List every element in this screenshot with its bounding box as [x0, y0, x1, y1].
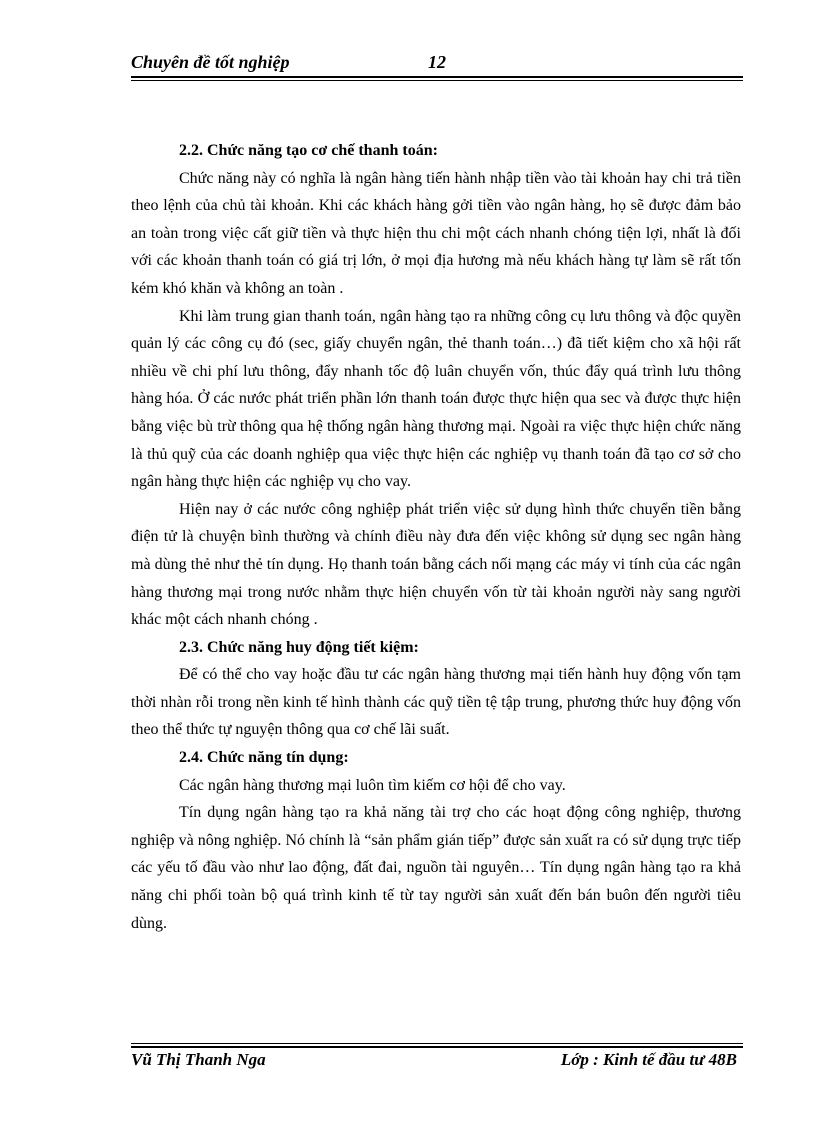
page-number: 12: [428, 52, 446, 72]
paragraph: Chức năng này có nghĩa là ngân hàng tiến hành nhập tiền vào tài khoản hay chi trả tiền theo lệnh của chủ tài khoản. Khi các khách hàng gởi tiền vào ngân hàng, họ sẽ được đảm bảo an toàn trong việc cất giữ tiền và thực hiện thu chi một cách nhanh chóng tiện lợi, nhất là đối với các khoản thanh toán có giá trị lớn, ở mọi địa hương mà nếu khách hàng tự làm sẽ rất tốn kém khó khăn và không an toàn .: [131, 169, 741, 297]
footer-rule-thick: [131, 1046, 743, 1048]
header-title: Chuyên đề tốt nghiệp: [131, 52, 290, 72]
page-footer: [131, 1050, 743, 1074]
section-heading: 2.4. Chức năng tín dụng:: [179, 749, 349, 767]
header-rule-thin: [131, 80, 743, 81]
page-header: [131, 52, 743, 78]
paragraph: Hiện nay ở các nước công nghiệp phát triển việc sử dụng hình thức chuyển tiền bằng điện tử là chuyện bình thường và chính điều này đưa đến việc không sử dụng sec ngân hàng mà dùng thẻ như thẻ tín dụng. Họ thanh toán bằng cách nối mạng các máy vi tính của các ngân hàng thương mại trong nước nhằm thực hiện chuyển vốn từ tài khoản người này sang người khác một cách nhanh chóng .: [131, 500, 741, 629]
document-body: [131, 137, 741, 937]
paragraph: Các ngân hàng thương mại luôn tìm kiếm cơ hội để cho vay.: [179, 776, 566, 794]
footer-class: Lớp : Kinh tế đầu tư 48B: [560, 1050, 737, 1069]
header-rule-thick: [131, 76, 743, 78]
section-heading: 2.3. Chức năng huy động tiết kiệm:: [179, 638, 419, 656]
paragraph: Khi làm trung gian thanh toán, ngân hàng tạo ra những công cụ lưu thông và độc quyền quản lý các công cụ đó (sec, giấy chuyển ngân, thẻ thanh toán…) đã tiết kiệm cho xã hội rất nhiều về chi phí lưu thông, đẩy nhanh tốc độ luân chuyển vốn, thúc đẩy quá trình lưu thông hàng hóa. Ở các nước phát triển phần lớn thanh toán được thực hiện qua sec và được thực hiện bằng việc bù trừ thông qua hệ thống ngân hàng thương mại. Ngoài ra việc thực hiện chức năng là thủ quỹ của các doanh nghiệp qua việc thực hiện các nghiệp vụ thanh toán đã tạo cơ sở cho ngân hàng thực hiện các nghiệp vụ cho vay.: [131, 307, 741, 491]
footer-rule-thin: [131, 1043, 743, 1044]
paragraph: Tín dụng ngân hàng tạo ra khả năng tài trợ cho các hoạt động công nghiệp, thương nghiệp và nông nghiệp. Nó chính là “sản phẩm gián tiếp” được sản xuất ra có sử dụng trực tiếp các yếu tố đầu vào như lao động, đất đai, nguồn tài nguyên… Tín dụng ngân hàng tạo ra khả năng chi phối toàn bộ quá trình kinh tế từ tay người sản xuất đến bán buôn đến người tiêu dùng.: [131, 804, 741, 932]
paragraph: Để có thể cho vay hoặc đầu tư các ngân hàng thương mại tiến hành huy động vốn tạm thời nhàn rỗi trong nền kinh tế hình thành các quỹ tiền tệ tập trung, phương thức huy động vốn theo thể thức tự nguyện thông qua cơ chế lãi suất.: [131, 666, 741, 739]
section-heading: 2.2. Chức năng tạo cơ chế thanh toán:: [179, 142, 438, 159]
footer-author: Vũ Thị Thanh Nga: [131, 1050, 266, 1069]
